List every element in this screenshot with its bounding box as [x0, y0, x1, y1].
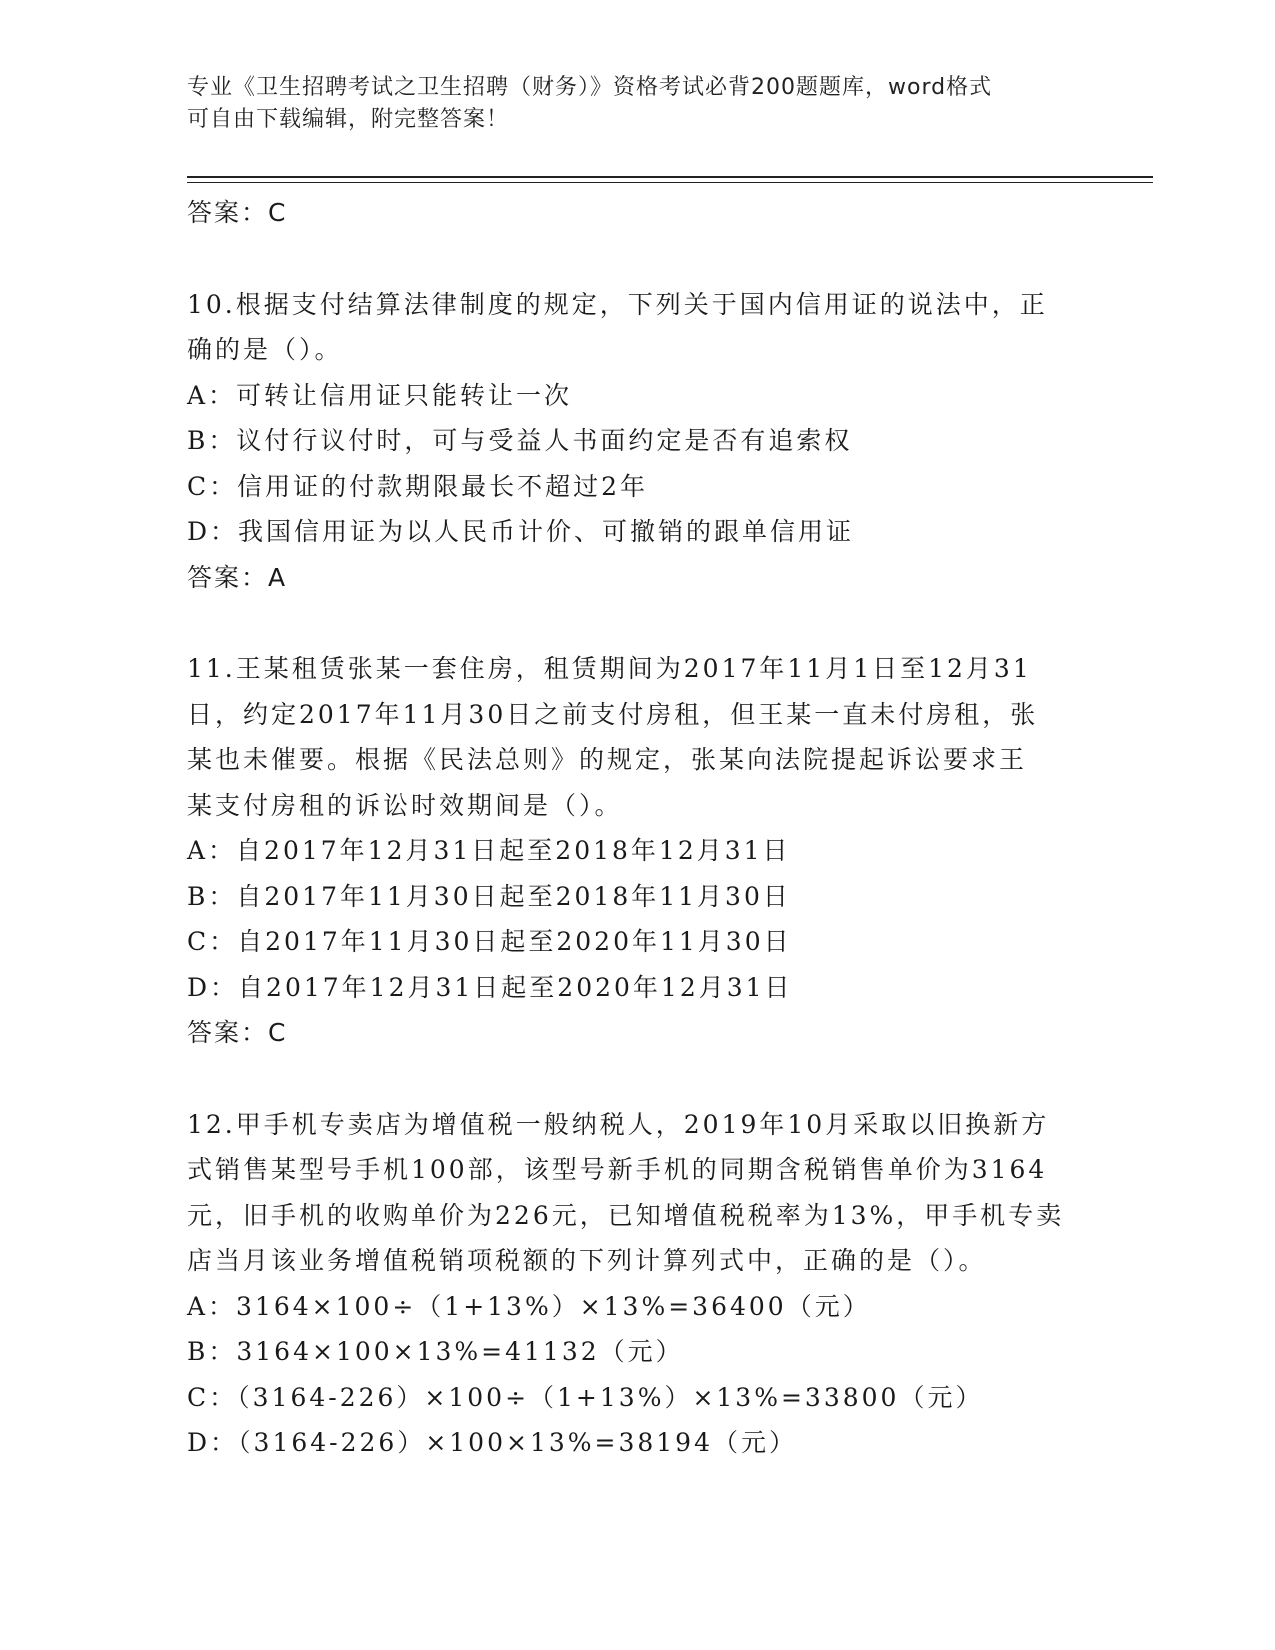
question-text-line: 12.甲手机专卖店为增值税一般纳税人，2019年10月采取以旧换新方	[187, 1109, 1050, 1139]
question-text-line: 10.根据支付结算法律制度的规定，下列关于国内信用证的说法中，正	[187, 289, 1048, 319]
question-12	[187, 1102, 1087, 1466]
option-b: B：自2017年11月30日起至2018年11月30日	[187, 881, 791, 911]
option-c: C：自2017年11月30日起至2020年11月30日	[187, 927, 792, 956]
document-header	[187, 72, 1067, 136]
option-d: D：自2017年12月31日起至2020年12月31日	[187, 972, 793, 1002]
question-text-line: 某也未催要。根据《民法总则》的规定，张某向法院提起诉讼要求王	[187, 745, 1028, 774]
document-body	[187, 190, 1087, 1466]
question-11	[187, 646, 1087, 1056]
option-b: B：3164×100×13%=41132（元）	[187, 1337, 684, 1366]
question-text-line: 某支付房租的诉讼时效期间是（）。	[187, 790, 623, 820]
question-text-line: 式销售某型号手机100部，该型号新手机的同期含税销售单价为3164	[187, 1155, 1048, 1184]
question-text-line: 元，旧手机的收购单价为226元，已知增值税税率为13%，甲手机专卖	[187, 1200, 1065, 1230]
header-rule-thick	[187, 176, 1153, 178]
question-text-line: 11.王某租赁张某一套住房，租赁期间为2017年11月1日至12月31	[187, 654, 1032, 683]
question-answer: 答案：C	[187, 1018, 288, 1047]
spacer	[187, 236, 1087, 282]
header-rule-thin	[187, 182, 1153, 183]
question-text-line: 店当月该业务增值税销项税额的下列计算列式中，正确的是（）。	[187, 1246, 987, 1275]
question-10	[187, 282, 1087, 601]
question-answer: 答案：A	[187, 562, 288, 592]
option-c: C：信用证的付款期限最长不超过2年	[187, 471, 649, 501]
option-d: D：（3164-226）×100×13%=38194（元）	[187, 1428, 797, 1457]
option-a: A：可转让信用证只能转让一次	[187, 380, 573, 410]
spacer	[187, 1056, 1087, 1102]
previous-answer: 答案：C	[187, 198, 288, 227]
option-d: D：我国信用证为以人民币计价、可撤销的跟单信用证	[187, 517, 855, 546]
option-b: B：议付行议付时，可与受益人书面约定是否有追索权	[187, 426, 853, 455]
header-line-1: 专业《卫生招聘考试之卫生招聘（财务）》资格考试必背200题题库，word格式	[187, 75, 993, 100]
question-text-line: 确的是（）。	[187, 335, 343, 364]
option-c: C：（3164-226）×100÷（1+13%）×13%=33800（元）	[187, 1382, 984, 1412]
spacer	[187, 600, 1087, 646]
header-line-2: 可自由下载编辑，附完整答案！	[187, 107, 510, 132]
question-text-line: 日，约定2017年11月30日之前支付房租，但王某一直未付房租，张	[187, 699, 1039, 729]
option-a: A：3164×100÷（1+13%）×13%=36400（元）	[187, 1291, 871, 1321]
option-a: A：自2017年12月31日起至2018年12月31日	[187, 836, 791, 865]
